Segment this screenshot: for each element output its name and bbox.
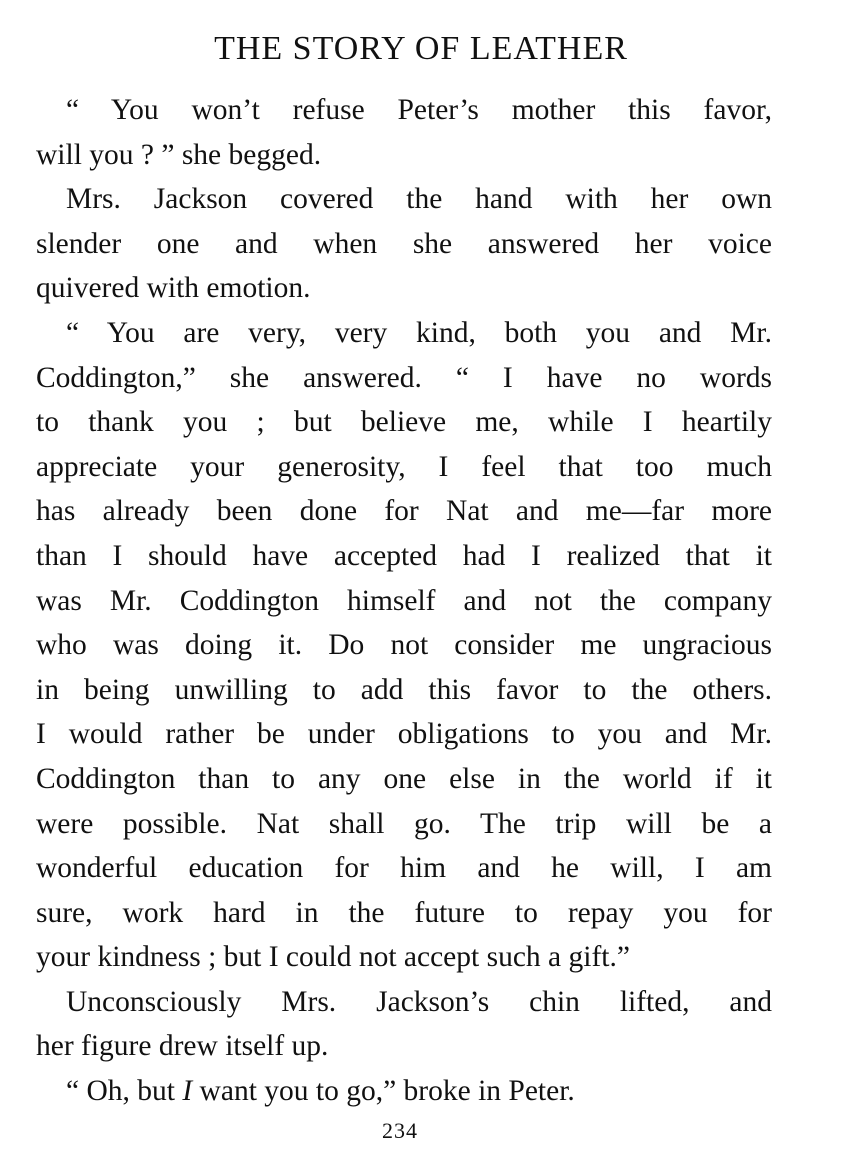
text-line: sure, work hard in the future to repay you for <box>36 896 772 929</box>
text-line: Unconsciously Mrs. Jackson’s chin lifted, and <box>66 985 772 1018</box>
text-line: to thank you ; but believe me, while I heartily <box>36 406 772 439</box>
body-text <box>36 88 772 1114</box>
text-line: Coddington,” she answered. “ I have no words <box>36 361 772 394</box>
text-line: Mrs. Jackson covered the hand with her own <box>66 183 772 216</box>
text-line: slender one and when she answered her voice <box>36 227 772 260</box>
text-line: your kindness ; but I could not accept such a gift.” <box>36 941 630 974</box>
text-run: want you to go,” broke in Peter. <box>192 1075 575 1108</box>
text-line: was Mr. Coddington himself and not the company <box>36 584 772 617</box>
text-line: appreciate your generosity, I feel that too much <box>36 450 772 483</box>
text-line: has already been done for Nat and me—far more <box>36 495 772 528</box>
text-line: were possible. Nat shall go. The trip will be a <box>36 807 772 840</box>
text-line: than I should have accepted had I realized that it <box>36 539 772 572</box>
text-line: her figure drew itself up. <box>36 1030 329 1063</box>
text-line: wonderful education for him and he will, I am <box>36 852 772 885</box>
paragraph-2 <box>36 177 772 311</box>
running-head: THE STORY OF LEATHER <box>214 30 628 67</box>
page-number: 234 <box>382 1118 418 1143</box>
paragraph-3 <box>36 311 772 980</box>
paragraph-1 <box>36 88 772 177</box>
text-line: I would rather be under obligations to you and Mr. <box>36 718 772 751</box>
text-line: “ You won’t refuse Peter’s mother this favor, <box>66 94 772 126</box>
text-line: “ You are very, very kind, both you and Mr. <box>66 316 772 349</box>
paragraph-4 <box>36 980 772 1069</box>
text-line: Coddington than to any one else in the world if it <box>36 762 772 795</box>
paragraph-5 <box>36 1069 772 1114</box>
text-line <box>36 1069 772 1114</box>
italic-emphasis: I <box>182 1075 193 1108</box>
text-run: “ Oh, but <box>66 1075 183 1108</box>
text-line: who was doing it. Do not consider me ungracious <box>36 629 772 662</box>
text-line: in being unwilling to add this favor to the others. <box>36 673 772 706</box>
text-line: quivered with emotion. <box>36 272 311 305</box>
text-line: will you ? ” she begged. <box>36 138 322 171</box>
